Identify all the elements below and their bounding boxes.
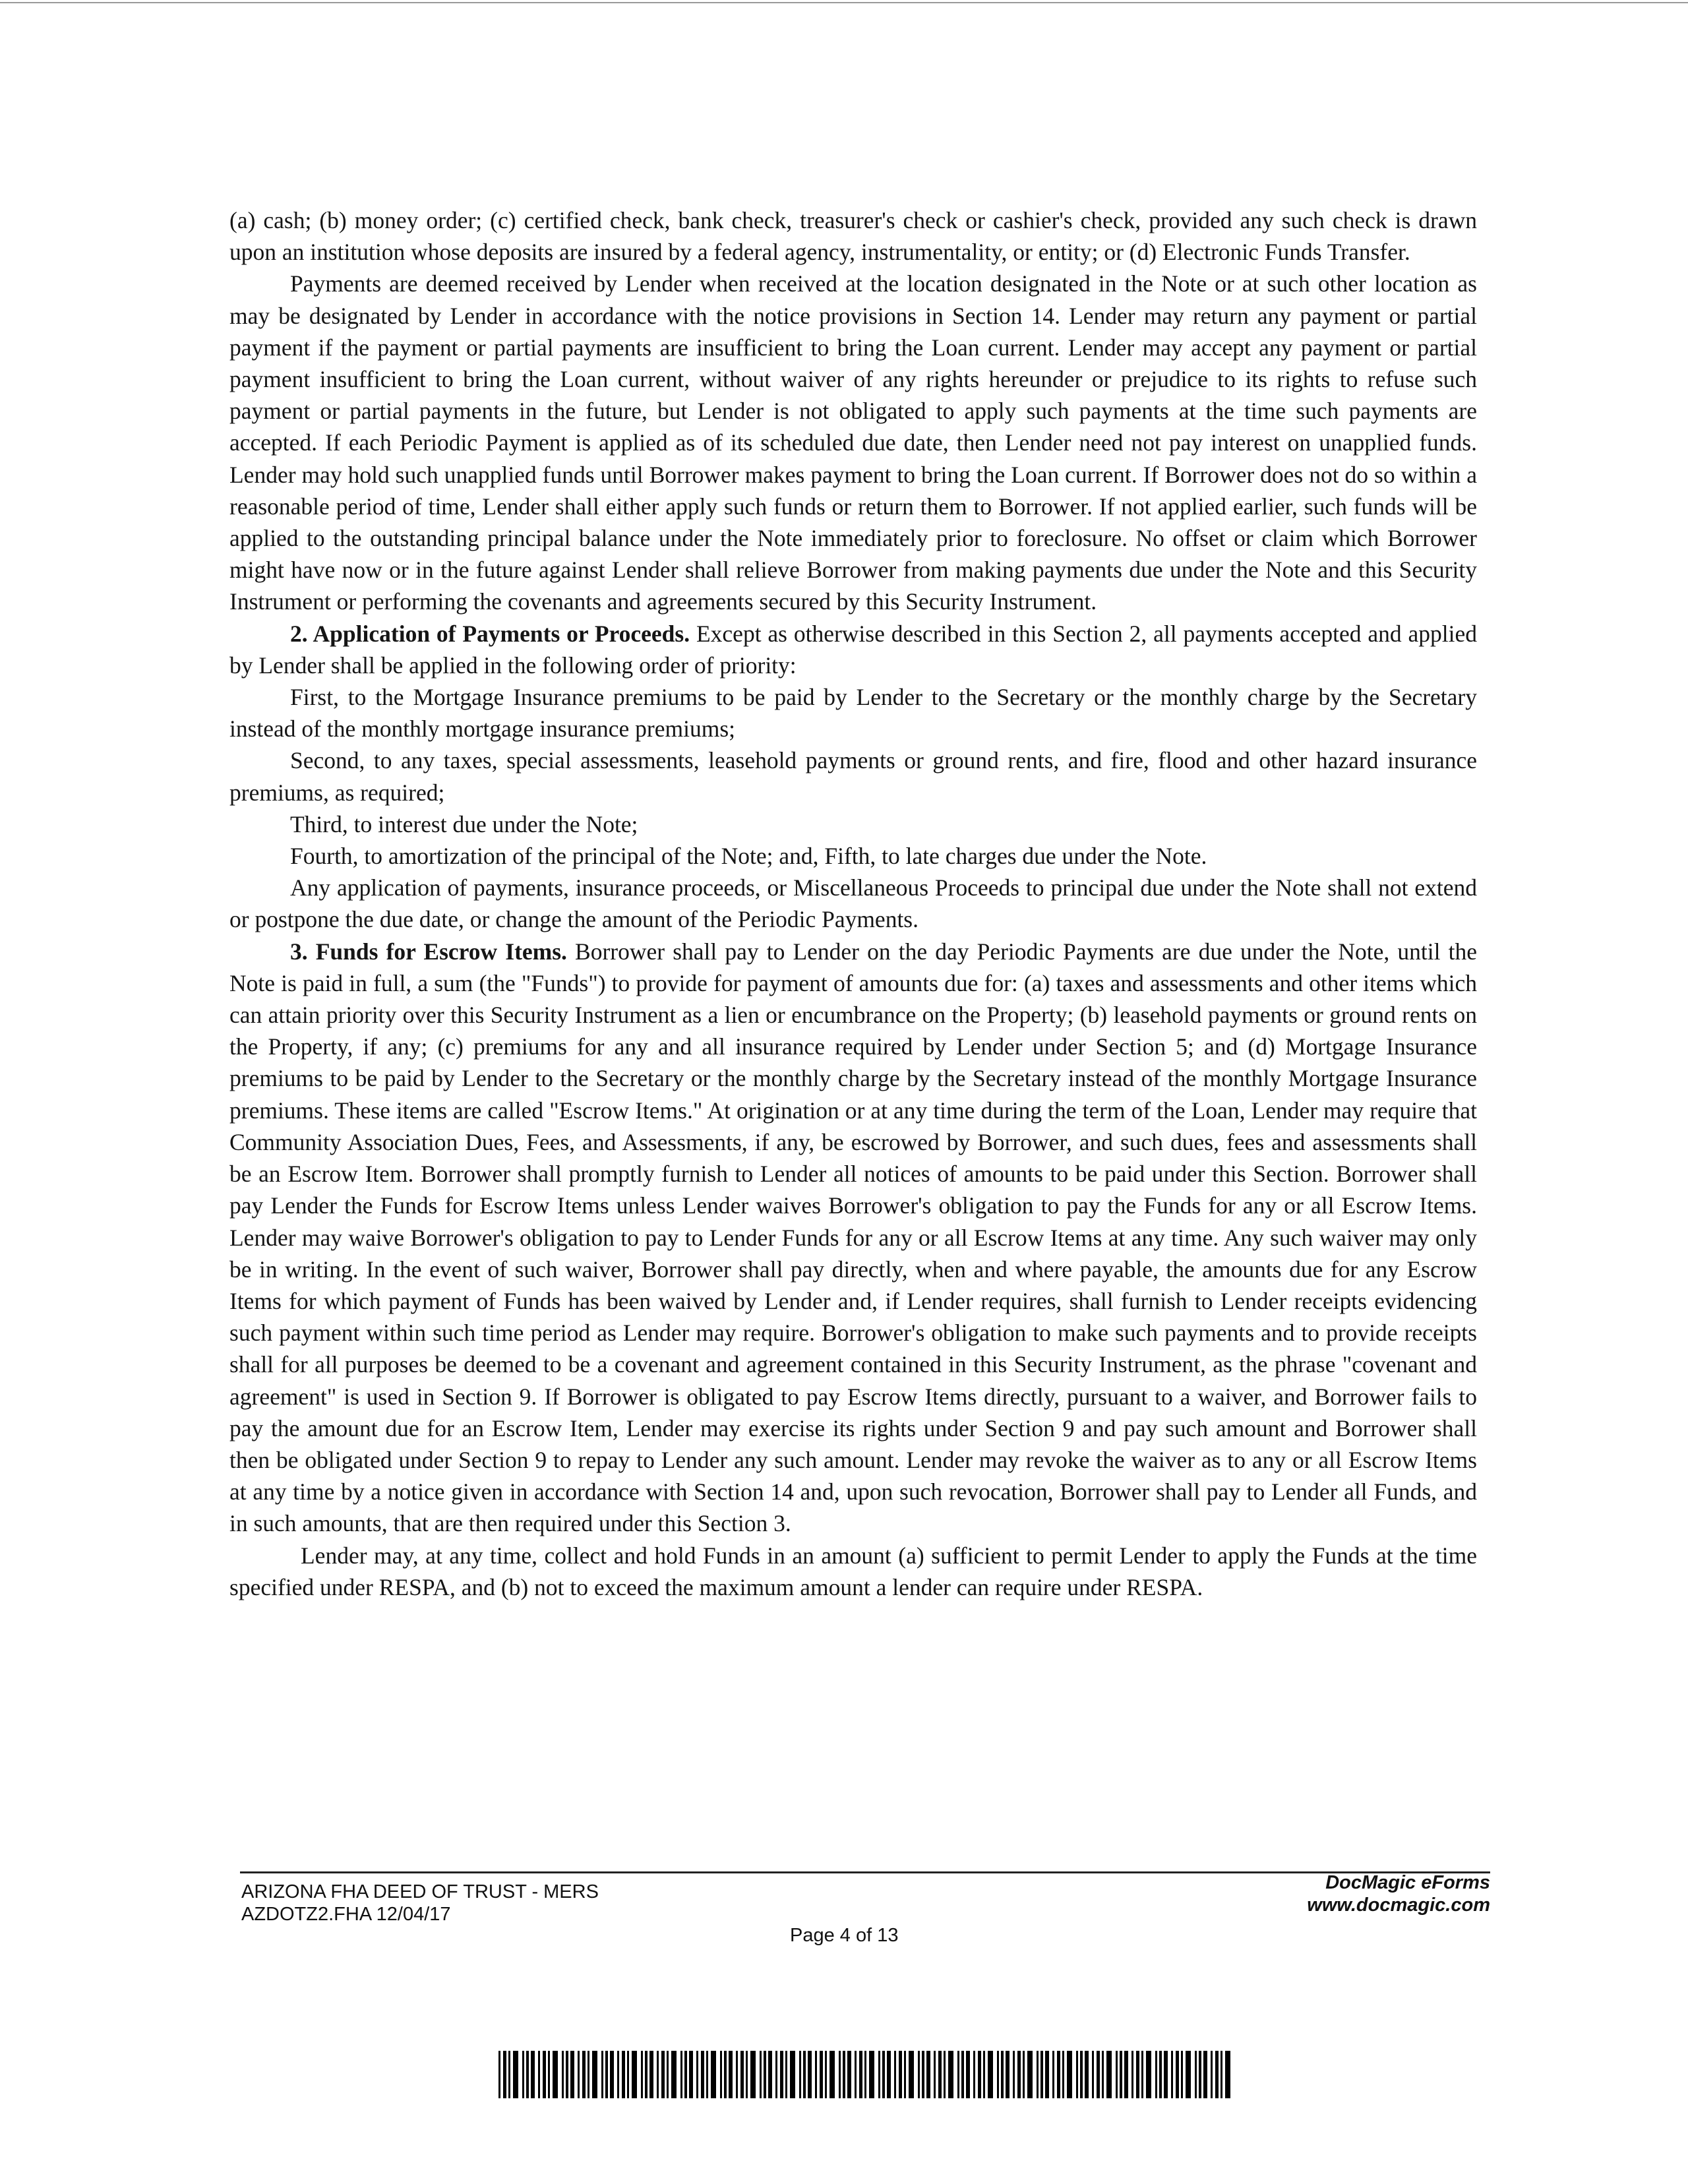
footer-brand [1307,1871,1490,1916]
footer-brand-name: DocMagic eForms [1325,1872,1490,1893]
footer-brand-url: www.docmagic.com [1307,1895,1490,1916]
paragraph-lender-may: Lender may, at any time, collect and hold Funds in an amount (a) sufficient to permit Lender to apply the Funds at the time specified under RESPA, and (b) not to exceed the maximum amount a lender can require under RESPA. [229,1542,1477,1600]
barcode [498,2051,1237,2098]
section-3-title: 3. Funds for Escrow Items. [290,938,567,965]
priority-first: First, to the Mortgage Insurance premiums to be paid by Lender to the Secretary or the monthly charge by the Secretary instead of the monthly mortgage insurance premiums; [229,684,1477,743]
paragraph-any-application: Any application of payments, insurance proceeds, or Miscellaneous Proceeds to principal due under the Note shall not extend or postpone the due date, or change the amount of the Periodic Payments. [229,874,1477,933]
footer-divider [240,1871,1490,1873]
priority-fourth: Fourth, to amortization of the principal of the Note; and, Fifth, to late charges due under the Note. [290,843,1207,870]
footer-form-code: AZDOTZ2.FHA 12/04/17 [241,1904,451,1925]
scan-top-edge [0,2,1688,3]
section-2-text: Except as otherwise described in this Section 2, all payments accepted and applied by Lender shall be applied in the following order of priority: [229,620,1477,679]
section-2-title: 2. Application of Payments or Proceeds. [290,620,690,647]
page-number: Page 4 of 13 [790,1925,899,1946]
footer-form-title: ARIZONA FHA DEED OF TRUST - MERS [241,1881,599,1902]
section-2-paragraph [229,618,1477,681]
paragraph-payments-received: Payments are deemed received by Lender when received at the location designated in the Note or at such other location as may be designated by Lender in accordance with the notice provisions in Section 14. Lender may return any payment or partial payment if the payment or partial payments are insufficient to bring the Loan current. Lender may accept any payment or partial payment insufficient to bring the Loan current, without waiver of any rights hereunder or prejudice to its rights to refuse such payment or partial payments in the future, but Lender is not obligated to apply such payments at the time such payments are accepted. If each Periodic Payment is applied as of its scheduled due date, then Lender need not pay interest on unapplied funds. Lender may hold such unapplied funds until Borrower makes payment to bring the Loan current. If Borrower does not do so within a reasonable period of time, Lender shall either apply such funds or return them to Borrower. If not applied earlier, such funds will be applied to the outstanding principal balance under the Note immediately prior to foreclosure. No offset or claim which Borrower might have now or in the future against Lender shall relieve Borrower from making payments due under the Note and this Security Instrument or performing the covenants and agreements secured by this Security Instrument. [229,270,1477,615]
document-body [229,204,1477,1603]
priority-third: Third, to interest due under the Note; [290,810,638,837]
paragraph-payment-methods: (a) cash; (b) money order; (c) certified check, bank check, treasurer's check or cashier's check, provided any such check is drawn upon an institution whose deposits are insured by a federal agency, instrumentality, or entity; or (d) Electronic Funds Transfer. [229,207,1477,266]
priority-second: Second, to any taxes, special assessments, leasehold payments or ground rents, and fire, flood and other hazard insurance premiums, as required; [229,747,1477,806]
footer-form-info [241,1881,599,1926]
section-3-paragraph [229,936,1477,1540]
section-3-text: Borrower shall pay to Lender on the day Periodic Payments are due under the Note, until the Note is paid in full, a sum (the "Funds") to provide for payment of amounts due for: (a) taxes and assessments and other items which can attain priority over this Security Instrument as a lien or encumbrance on the Property; (b) leasehold payments or ground rents on the Property, if any; (c) premiums for any and all insurance required by Lender under Section 5; and (d) Mortgage Insurance premiums to be paid by Lender to the Secretary or the monthly charge by the Secretary instead of the monthly Mortgage Insurance premiums. These items are called "Escrow Items." At origination or at any time during the term of the Loan, Lender may require that Community Association Dues, Fees, and Assessments, if any, be escrowed by Borrower, and such dues, fees and assessments shall be an Escrow Item. Borrower shall promptly furnish to Lender all notices of amounts to be paid under this Section. Borrower shall pay Lender the Funds for Escrow Items unless Lender waives Borrower's obligation to pay the Funds for any or all Escrow Items. Lender may waive Borrower's obligation to pay to Lender Funds for any or all Escrow Items at any time. Any such waiver may only be in writing. In the event of such waiver, Borrower shall pay directly, when and where payable, the amounts due for any Escrow Items for which payment of Funds has been waived by Lender and, if Lender requires, shall furnish to Lender receipts evidencing such payment within such time period as Lender may require. Borrower's obligation to make such payments and to provide receipts shall for all purposes be deemed to be a covenant and agreement contained in this Security Instrument, as the phrase "covenant and agreement" is used in Section 9. If Borrower is obligated to pay Escrow Items directly, pursuant to a waiver, and Borrower fails to pay the amount due for an Escrow Item, Lender may exercise its rights under Section 9 and pay such amount and Borrower shall then be obligated under Section 9 to repay to Lender any such amount. Lender may revoke the waiver as to any or all Escrow Items at any time by a notice given in accordance with Section 14 and, upon such revocation, Borrower shall pay to Lender all Funds, and in such amounts, that are then required under this Section 3. [229,938,1477,1537]
